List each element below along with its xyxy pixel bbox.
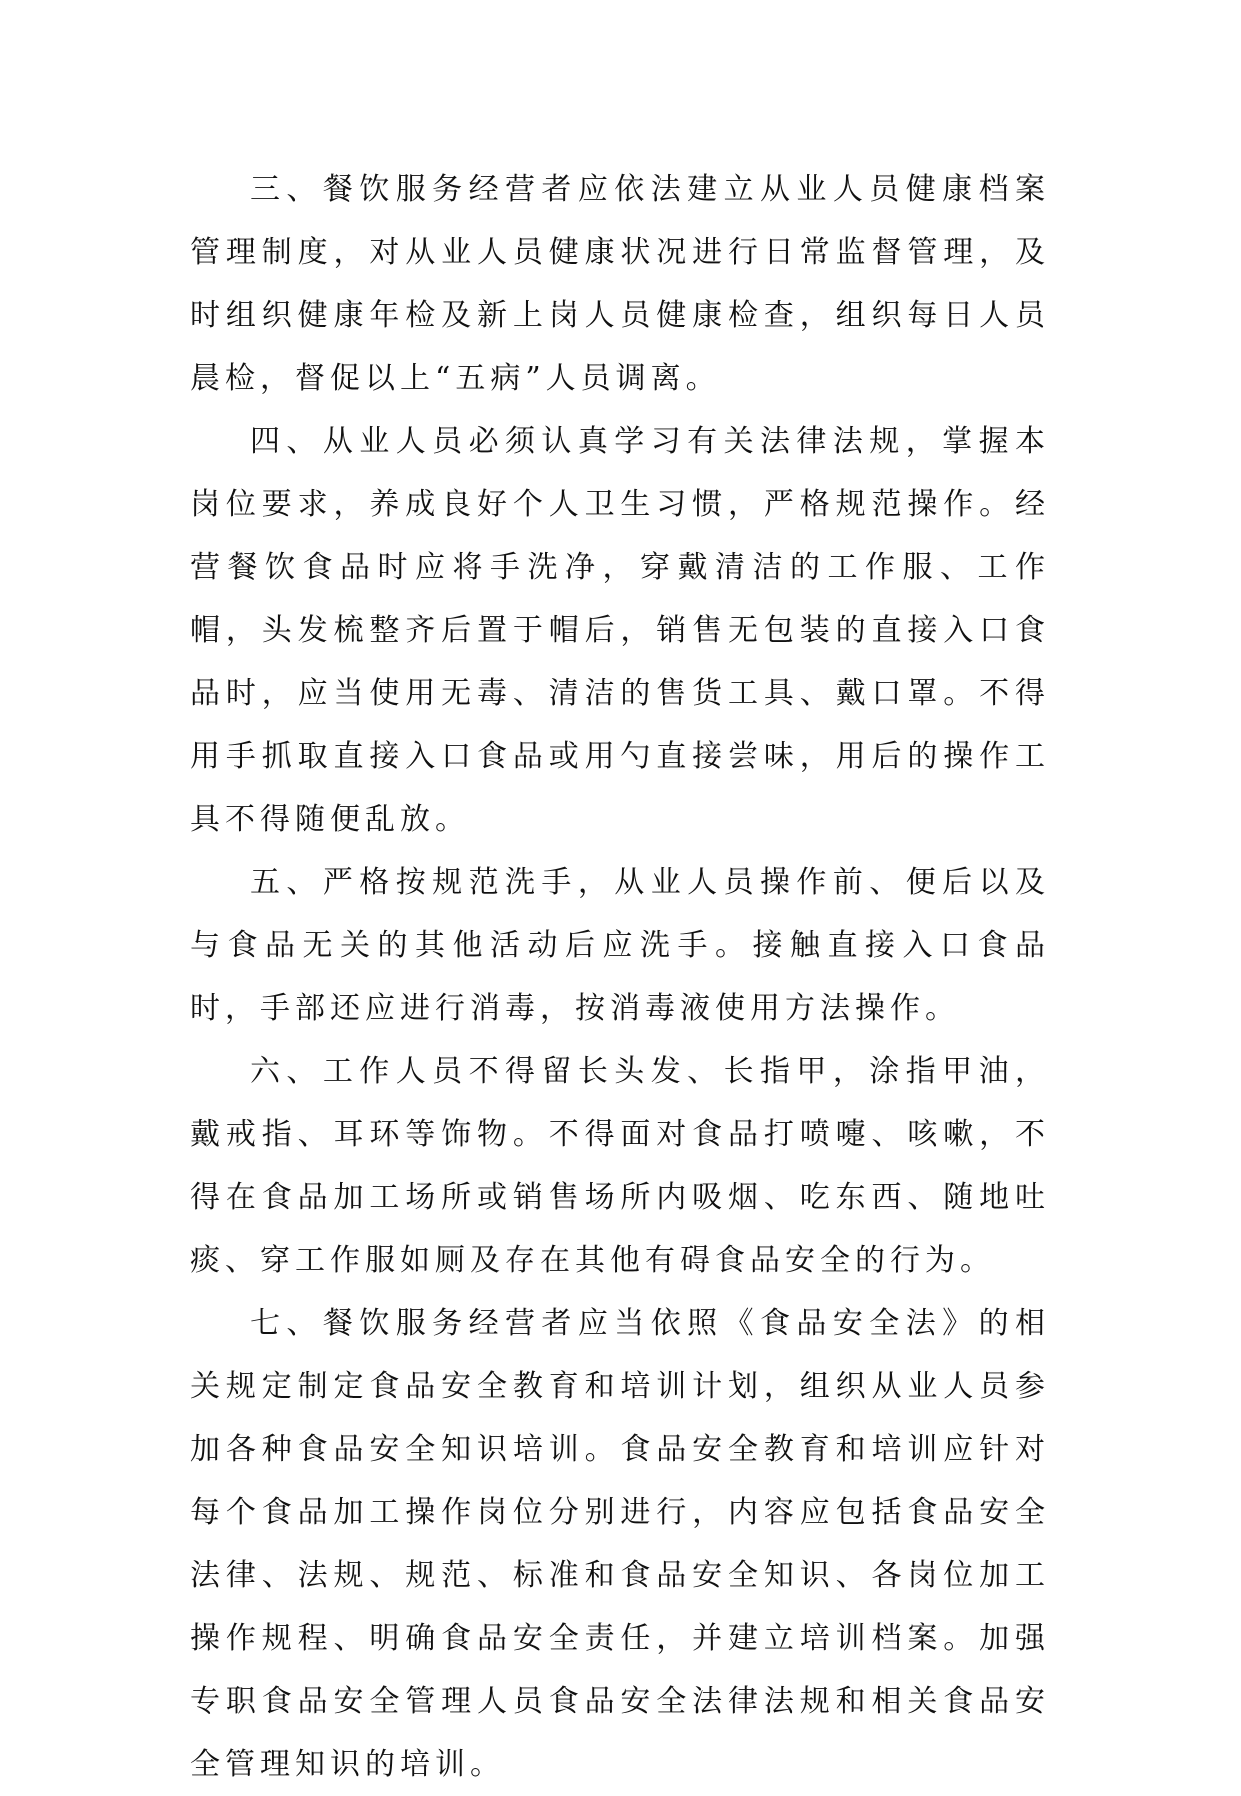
document-body: [190, 158, 1050, 1796]
paragraph-6-staff-conduct: 六、工作人员不得留长头发、长指甲，涂指甲油，戴戒指、耳环等饰物。不得面对食品打喷嚏、咳嗽，不得在食品加工场所或销售场所内吸烟、吃东西、随地吐痰、穿工作服如厕及存在其他有碍食品安全的行为。: [190, 1054, 1050, 1278]
paragraph-4-personal-hygiene: 四、从业人员必须认真学习有关法律法规，掌握本岗位要求，养成良好个人卫生习惯，严格规范操作。经营餐饮食品时应将手洗净，穿戴清洁的工作服、工作帽，头发梳整齐后置于帽后，销售无包装的直接入口食品时，应当使用无毒、清洁的售货工具、戴口罩。不得用手抓取直接入口食品或用勺直接尝味，用后的操作工具不得随便乱放。: [190, 424, 1050, 837]
paragraph-3-health-records: 三、餐饮服务经营者应依法建立从业人员健康档案管理制度，对从业人员健康状况进行日常监督管理，及时组织健康年检及新上岗人员健康检查，组织每日人员晨检，督促以上“五病”人员调离。: [190, 172, 1050, 396]
paragraph-5-hand-washing: 五、严格按规范洗手，从业人员操作前、便后以及与食品无关的其他活动后应洗手。接触直接入口食品时，手部还应进行消毒，按消毒液使用方法操作。: [190, 865, 1050, 1026]
paragraph-7-safety-training: 七、餐饮服务经营者应当依照《食品安全法》的相关规定制定食品安全教育和培训计划，组织从业人员参加各种食品安全知识培训。食品安全教育和培训应针对每个食品加工操作岗位分别进行，内容应包括食品安全法律、法规、规范、标准和食品安全知识、各岗位加工操作规程、明确食品安全责任，并建立培训档案。加强专职食品安全管理人员食品安全法律法规和相关食品安全管理知识的培训。: [190, 1306, 1050, 1782]
